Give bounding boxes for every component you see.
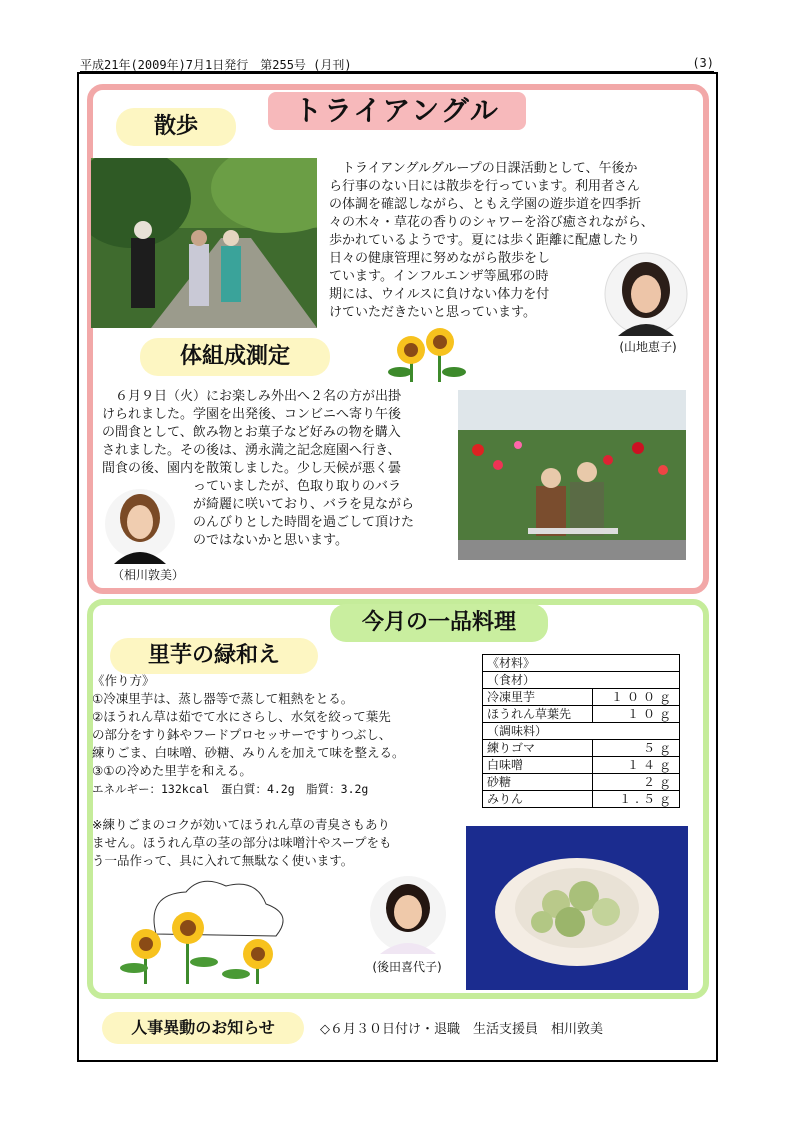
measure-line: っていましたが、色取り取りのバラ: [193, 479, 402, 494]
measure-line: のではないかと思います。: [193, 533, 348, 548]
author-name-ushiroda: (後田喜代子): [372, 960, 442, 974]
walk-line: けていただきたいと思っています。: [329, 305, 536, 320]
walk-photo: [91, 158, 317, 328]
method-step: ③①の冷めた里芋を和える。: [92, 763, 252, 778]
measure-line: けられました。学園を出発後、コンビニへ寄り午後: [102, 407, 402, 422]
ingredient-amount: １００ｇ: [593, 689, 680, 706]
measure-line: ６月９日（火）にお楽しみ外出へ２名の方が出掛: [102, 389, 402, 404]
table-group: （調味料）: [483, 723, 680, 740]
walk-line: ら行事のない日には散歩を行っています。利用者さん: [329, 179, 640, 194]
walk-line: 歩かれているようです。夏には歩く距離に配慮したり: [329, 233, 640, 248]
method-text: [92, 672, 472, 798]
ingredient-name: ほうれん草葉先: [483, 706, 593, 723]
ingredient-amount: １.５ｇ: [593, 791, 680, 808]
note-line: ません。ほうれん草の茎の部分は味噌汁やスープをも: [92, 835, 392, 850]
method-step: ②ほうれん草は茹でて水にさらし、水気を絞って葉先: [92, 709, 391, 724]
ingredient-name: みりん: [483, 791, 593, 808]
issue-info: 平成21年(2009年)7月1日発行 第255号 (月刊): [80, 58, 352, 72]
measure-line: が綺麗に咲いており、バラを見ながら: [193, 497, 415, 512]
walk-line: 期には、ウイルスに負けない体力を付: [329, 287, 550, 302]
table-title: 《材料》: [483, 655, 680, 672]
author-portrait-ushiroda: [366, 874, 450, 954]
walk-label: 散歩: [116, 108, 236, 146]
author-portrait-yamaji: [604, 252, 688, 336]
triangle-title: トライアングル: [268, 92, 526, 130]
table-row: [483, 791, 680, 808]
ingredients-table: [482, 654, 680, 808]
measure-label: 体組成測定: [140, 338, 330, 376]
method-label: 《作り方》: [92, 673, 155, 688]
garden-photo: [458, 390, 686, 560]
page-number: (3): [692, 56, 714, 70]
table-row: [483, 757, 680, 774]
dish-title: 今月の一品料理: [330, 604, 548, 642]
author-name-yamaji: (山地恵子): [619, 340, 677, 354]
ingredient-name: 冷凍里芋: [483, 689, 593, 706]
sunflower-icon: [388, 326, 468, 384]
ingredient-amount: １４ｇ: [593, 757, 680, 774]
measure-line: のんびりとした時間を過ごして頂けた: [193, 515, 415, 530]
method-step: 練りごま、白味噌、砂糖、みりんを加えて味を整える。: [92, 745, 405, 760]
table-group: （食材）: [483, 672, 680, 689]
measure-text: [102, 388, 452, 478]
measure-line: の間食として、飲み物とお菓子など好みの物を購入: [102, 425, 401, 440]
notice-text: ◇６月３０日付け・退職 生活支援員 相川敦美: [320, 1022, 603, 1037]
sunflower-illustration: [116, 874, 296, 986]
notice-label: 人事異動のお知らせ: [102, 1012, 304, 1044]
nutrition-info: エネルギー：132kcal 蛋白質：4.2g 脂質：3.2g: [92, 782, 369, 796]
walk-line: トライアングルグループの日課活動として、午後か: [329, 161, 638, 176]
note-line: う一品作って、具に入れて無駄なく使います。: [92, 853, 354, 868]
author-portrait-aikawa: [104, 484, 176, 564]
measure-line: 間食の後、園内を散策しました。少し天候が悪く曇: [102, 461, 402, 476]
dish-photo: [466, 826, 688, 990]
table-row: [483, 774, 680, 791]
dish-note: [92, 816, 472, 870]
walk-line: ています。インフルエンザ等風邪の時: [329, 269, 549, 284]
measure-text-tail: [193, 478, 455, 550]
walk-line: の体調を確認しながら、ともえ学園の遊歩道を四季折: [329, 197, 642, 212]
table-row: [483, 740, 680, 757]
walk-line: 日々の健康管理に努めながら散歩をし: [329, 251, 551, 266]
ingredient-amount: １０ｇ: [593, 706, 680, 723]
ingredient-name: 練りゴマ: [483, 740, 593, 757]
table-row: [483, 689, 680, 706]
ingredient-amount: ２ｇ: [593, 774, 680, 791]
ingredient-amount: ５ｇ: [593, 740, 680, 757]
dish-name: 里芋の緑和え: [110, 638, 318, 674]
method-step: ①冷凍里芋は、蒸し器等で蒸して粗熱をとる。: [92, 691, 354, 706]
measure-line: されました。その後は、湧永満之記念庭園へ行き、: [102, 443, 401, 458]
ingredient-name: 砂糖: [483, 774, 593, 791]
method-step: の部分をすり鉢やフードプロセッサーですりつぶし、: [92, 727, 392, 742]
ingredient-name: 白味噌: [483, 757, 593, 774]
table-row: [483, 706, 680, 723]
walk-line: 々の木々・草花の香りのシャワーを浴び癒されながら、: [329, 215, 654, 230]
note-line: ※練りごまのコクが効いてほうれん草の青臭さもあり: [92, 817, 390, 832]
author-name-aikawa: （相川敦美）: [111, 568, 184, 582]
